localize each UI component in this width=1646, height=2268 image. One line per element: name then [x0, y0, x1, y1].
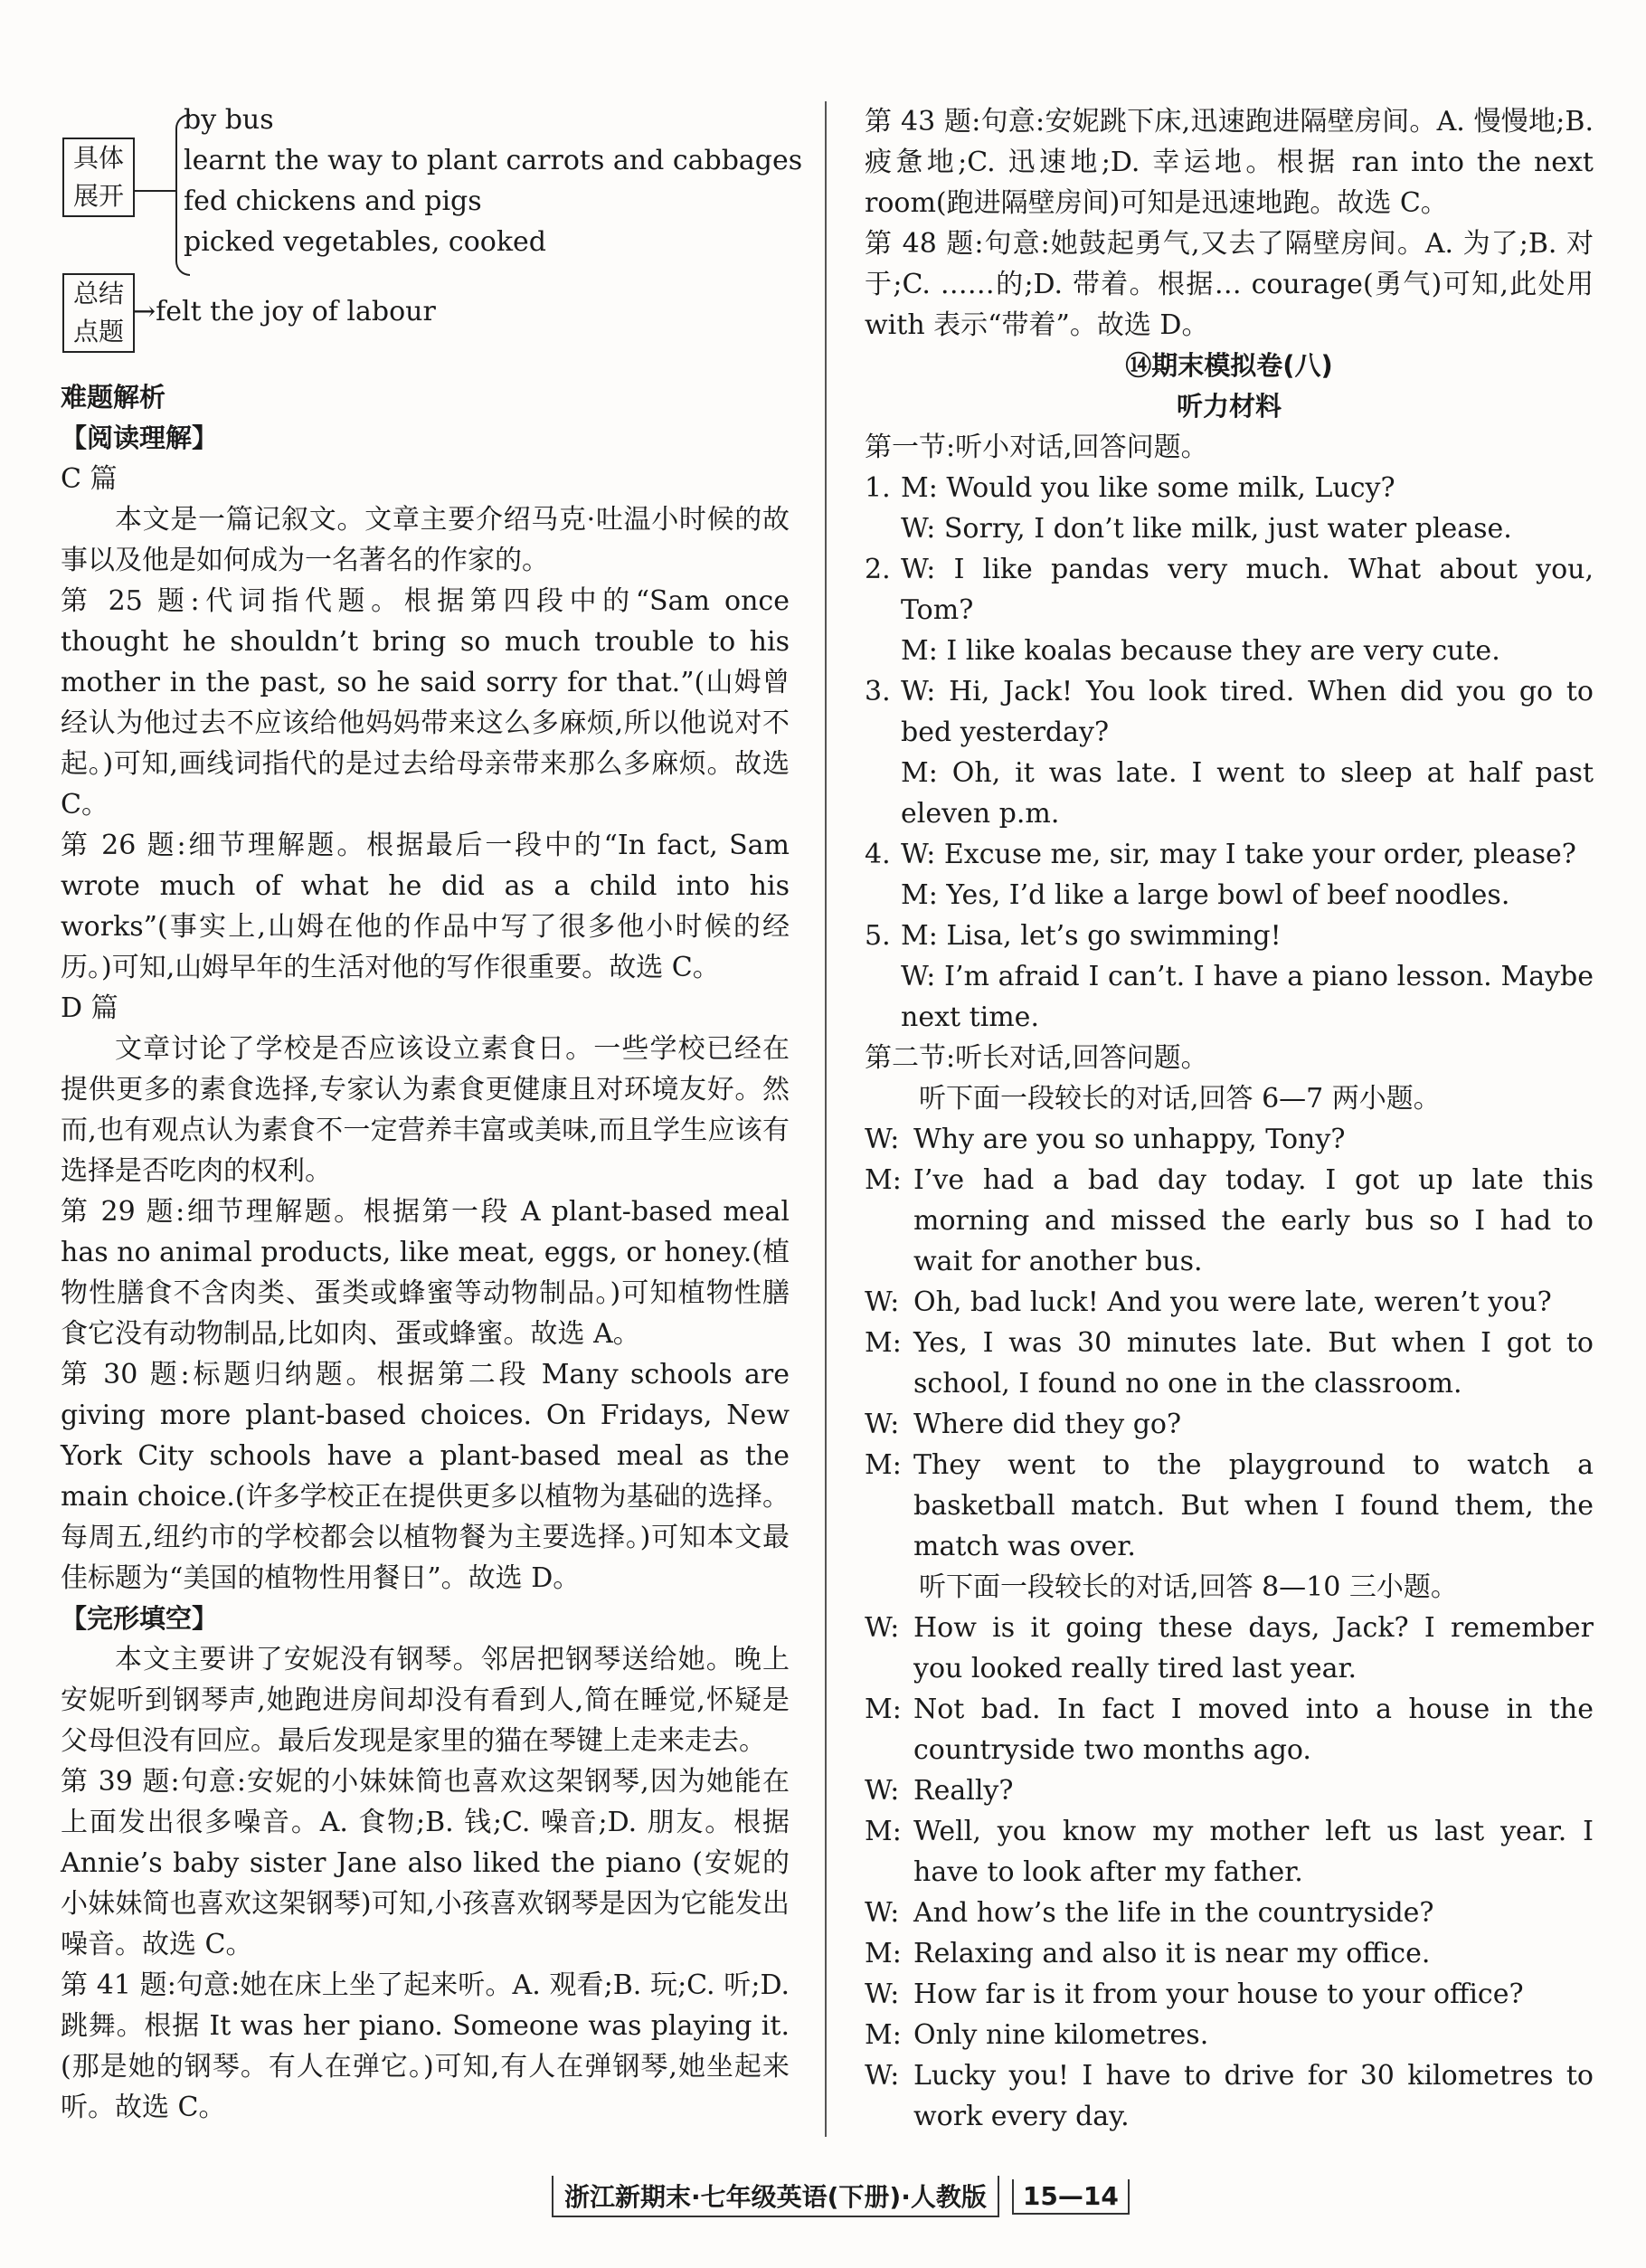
dialogue-turn — [865, 1404, 1594, 1445]
speaker: M: — [865, 1694, 902, 1725]
utterance: Not bad. In fact I moved into a house in the countryside two months ago. — [913, 1694, 1594, 1766]
utterance: I’ve had a bad day today. I got up late this morning and missed the early bus so I had to wait for another bus. — [913, 1164, 1594, 1277]
dialogue-number: 3. — [865, 676, 891, 707]
utterance: Well, you know my mother left us last year. I have to look after my father. — [913, 1816, 1594, 1888]
dialogue-1 — [865, 468, 1594, 508]
long-dialogue-1-intro: 听下面一段较长的对话,回答 6—7 两小题。 — [919, 1083, 1441, 1115]
dialogue-turn — [865, 1770, 1594, 1811]
speaker: M: — [865, 1938, 902, 1969]
passage-c-intro: 本文是一篇记叙文。文章主要介绍马克·吐温小时候的故事以及他是如何成为一名著名的作家的。 — [61, 504, 790, 576]
dialogue-turn — [865, 1119, 1594, 1160]
utterance: And how’s the life in the countryside? — [913, 1897, 1434, 1929]
speaker: W: — [865, 1612, 900, 1644]
utterance: Lucky you! I have to drive for 30 kilometres to work every day. — [913, 2060, 1594, 2132]
dialogue-turn — [865, 1811, 1594, 1893]
speaker: M: — [865, 1164, 902, 1196]
dialogue-turn — [865, 2015, 1594, 2055]
dialogue-5 — [865, 916, 1594, 956]
utterance: Yes, I was 30 minutes late. But when I got to school, I found no one in the classroom. — [913, 1327, 1594, 1400]
dialogue-number: 1. — [865, 472, 891, 504]
question-48: 第 48 题:句意:她鼓起勇气,又去了隔壁房间。A. 为了;B. 对于;C. ……的;D. 带着。根据… courage(勇气)可知,此处用 with 表示“带着”。故选 D。 — [865, 228, 1594, 341]
passage-label-c: C 篇 — [61, 463, 118, 495]
long-dialogue-1 — [865, 1119, 1594, 1567]
dialogue-turn — [865, 1608, 1594, 1689]
mindmap-connector — [135, 190, 175, 192]
utterance: How far is it from your house to your office? — [913, 1979, 1524, 2010]
speaker: W: — [865, 1775, 900, 1807]
speaker: W: — [865, 2060, 900, 2092]
passage-d-intro: 文章讨论了学校是否应该设立素食日。一些学校已经在提供更多的素食选择,专家认为素食更健康且对环境友好。然而,也有观点认为素食不一定营养丰富或美味,而且学生应该有选择是否吃肉的权利。 — [61, 1033, 790, 1187]
utterance: Where did they go? — [913, 1409, 1182, 1440]
dialogue-3-reply — [865, 753, 1594, 834]
dialogue-turn — [865, 1689, 1594, 1770]
mindmap-item: learnt the way to plant carrots and cabbages — [184, 145, 803, 176]
mindmap-item: fed chickens and pigs — [184, 185, 482, 217]
column-divider — [825, 101, 827, 2137]
mindmap-summary-text: felt the joy of labour — [156, 296, 436, 327]
speaker: M: — [865, 1327, 902, 1359]
question-39: 第 39 题:句意:安妮的小妹妹简也喜欢这架钢琴,因为她能在上面发出很多噪音。A. 食物;B. 钱;C. 噪音;D. 朋友。根据 Annie’s baby sister Jane also liked the piano (安妮的小妹妹简也喜欢这架钢琴)可知,小孩喜欢钢琴是因为它能发出噪音。故选 C。 — [61, 1766, 790, 1960]
dialogue-line: M: Lisa, let’s go swimming! — [901, 920, 1282, 952]
long-dialogue-2 — [865, 1608, 1594, 2137]
section-heading: 难题解析 — [61, 382, 166, 413]
utterance: Why are you so unhappy, Tony? — [913, 1124, 1346, 1155]
utterance: They went to the playground to watch a basketball match. But when I found them, the match was over. — [913, 1449, 1594, 1562]
utterance: How is it going these days, Jack? I remember you looked really tired last year. — [913, 1612, 1594, 1684]
dialogue-line: W: I like pandas very much. What about you, Tom? — [901, 554, 1594, 626]
speaker: W: — [865, 1979, 900, 2010]
mind-map — [61, 101, 803, 377]
section-2-heading: 第二节:听长对话,回答问题。 — [865, 1042, 1208, 1074]
dialogue-turn — [865, 1323, 1594, 1404]
dialogue-line: M: Oh, it was late. I went to sleep at half past eleven p.m. — [901, 757, 1594, 830]
speaker: W: — [865, 1409, 900, 1440]
dialogue-turn — [865, 2055, 1594, 2137]
question-41: 第 41 题:句意:她在床上坐了起来听。A. 观看;B. 玩;C. 听;D. 跳舞。根据 It was her piano. Someone was playing it.(那是她的钢琴。有人在弹它。)可知,有人在弹钢琴,她坐起来听。故选 C。 — [61, 1969, 790, 2123]
mindmap-box-expand: 具体展开 — [62, 138, 135, 217]
question-43: 第 43 题:句意:安妮跳下床,迅速跑进隔壁房间。A. 慢慢地;B. 疲惫地;C. 迅速地;D. 幸运地。根据 ran into the next room(跑进隔壁房间)可知是迅速地跑。故选 C。 — [865, 106, 1594, 219]
right-column — [865, 101, 1594, 2137]
subsection-cloze: 【完形填空】 — [61, 1603, 219, 1634]
subsection-reading: 【阅读理解】 — [61, 422, 219, 453]
question-26: 第 26 题:细节理解题。根据最后一段中的“In fact, Sam wrote much of what he did as a child into his works”(事实上,山姆在他的作品中写了很多他小时候的经历。)可知,山姆早年的生活对他的写作很重要。故选 C。 — [61, 830, 790, 983]
question-29: 第 29 题:细节理解题。根据第一段 A plant-based meal has no animal products, like meat, eggs, or honey.(植物性膳食不含肉类、蛋类或蜂蜜等动物制品。)可知植物性膳食它没有动物制品,比如肉、蛋或蜂蜜。故选 A。 — [61, 1196, 790, 1350]
dialogue-turn — [865, 1160, 1594, 1282]
dialogue-turn — [865, 1893, 1594, 1933]
mindmap-box-summary: 总结点题 — [62, 273, 135, 353]
long-dialogue-2-intro: 听下面一段较长的对话,回答 8—10 三小题。 — [919, 1571, 1458, 1603]
speaker: W: — [865, 1897, 900, 1929]
dialogue-4-reply — [865, 875, 1594, 916]
question-30: 第 30 题:标题归纳题。根据第二段 Many schools are giving more plant-based choices. On Fridays, New York City schools have a plant-based meal as the main choice.(许多学校正在提供更多以植物为基础的选择。每周五,纽约市的学校都会以植物餐为主要选择。)可知本文最佳标题为“美国的植物性用餐日”。故选 D。 — [61, 1359, 790, 1594]
cloze-intro: 本文主要讲了安妮没有钢琴。邻居把钢琴送给她。晚上安妮听到钢琴声,她跑进房间却没有看到人,简在睡觉,怀疑是父母但没有回应。最后发现是家里的猫在琴键上走来走去。 — [61, 1644, 790, 1757]
mindmap-summary: →felt the joy of labour — [133, 296, 436, 327]
listening-title: 听力材料 — [1176, 391, 1282, 422]
dialogue-number: 2. — [865, 554, 891, 585]
question-25: 第 25 题:代词指代题。根据第四段中的“Sam once thought he shouldn’t bring so much trouble to his mother in the past, so he said sorry for that.”(山姆曾经认为他过去不应该给他妈妈带来这么多麻烦,所以他说对不起。)可知,画线词指代的是过去给母亲带来那么多麻烦。故选 C。 — [61, 585, 790, 821]
dialogue-turn — [865, 1974, 1594, 2015]
speaker: M: — [865, 1449, 902, 1481]
passage-label-d: D 篇 — [61, 992, 118, 1024]
page-footer — [552, 2176, 1130, 2217]
speaker: W: — [865, 1124, 900, 1155]
utterance: Relaxing and also it is near my office. — [913, 1938, 1431, 1969]
dialogue-line: M: Would you like some milk, Lucy? — [901, 472, 1395, 504]
dialogue-line: M: Yes, I’d like a large bowl of beef noodles. — [901, 879, 1510, 911]
dialogue-5-reply — [865, 956, 1594, 1038]
dialogue-line: W: Sorry, I don’t like milk, just water please. — [901, 513, 1512, 545]
dialogue-line: W: Hi, Jack! You look tired. When did you go to bed yesterday? — [901, 676, 1594, 748]
dialogue-3 — [865, 671, 1594, 753]
dialogue-1-reply — [865, 508, 1594, 549]
utterance: Oh, bad luck! And you were late, weren’t you? — [913, 1286, 1552, 1318]
dialogue-number: 4. — [865, 839, 891, 870]
short-dialogues — [865, 468, 1594, 1038]
mindmap-item: by bus — [184, 104, 274, 136]
dialogue-line: W: Excuse me, sir, may I take your order, please? — [901, 839, 1576, 870]
utterance: Really? — [913, 1775, 1014, 1807]
dialogue-turn — [865, 1445, 1594, 1567]
speaker: M: — [865, 2019, 902, 2051]
publication-name: 浙江新期末·七年级英语(下册)·人教版 — [552, 2176, 999, 2217]
exam-title: ⑭期末模拟卷(八) — [1125, 350, 1333, 381]
section-1-heading: 第一节:听小对话,回答问题。 — [865, 432, 1208, 463]
dialogue-turn — [865, 1282, 1594, 1323]
speaker: W: — [865, 1286, 900, 1318]
left-column — [61, 101, 803, 2128]
dialogue-number: 5. — [865, 920, 891, 952]
dialogue-2-reply — [865, 631, 1594, 671]
dialogue-turn — [865, 1933, 1594, 1974]
utterance: Only nine kilometres. — [913, 2019, 1209, 2051]
dialogue-4 — [865, 834, 1594, 875]
dialogue-line: M: I like koalas because they are very cute. — [901, 635, 1500, 667]
dialogue-2 — [865, 549, 1594, 631]
speaker: M: — [865, 1816, 902, 1847]
mindmap-item: picked vegetables, cooked — [184, 226, 546, 258]
page-number: 15—14 — [1012, 2179, 1130, 2215]
dialogue-line: W: I’m afraid I can’t. I have a piano lesson. Maybe next time. — [901, 961, 1594, 1033]
